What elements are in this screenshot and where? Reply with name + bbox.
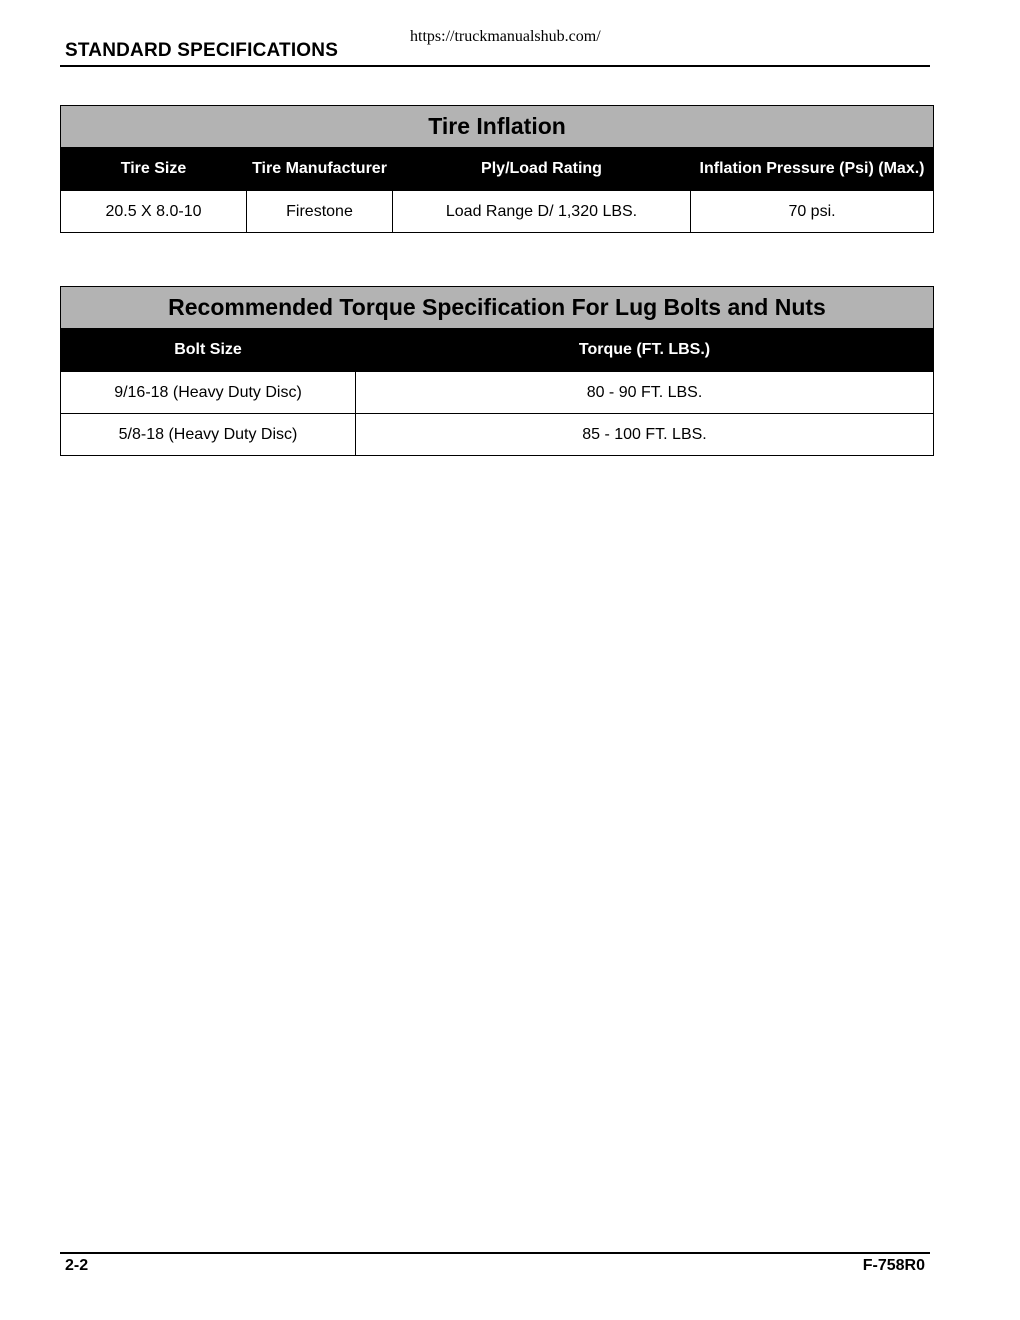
torque-cell: 85 - 100 FT. LBS. xyxy=(356,414,934,456)
table-row xyxy=(61,191,934,233)
footer-divider xyxy=(60,1252,930,1254)
source-url: https://truckmanualshub.com/ xyxy=(410,28,601,45)
tire-manufacturer-cell: Firestone xyxy=(247,191,393,233)
bolt-size-cell: 9/16-18 (Heavy Duty Disc) xyxy=(61,372,356,414)
column-header-inflation-pressure: Inflation Pressure (Psi) (Max.) xyxy=(691,148,934,191)
bolt-size-cell: 5/8-18 (Heavy Duty Disc) xyxy=(61,414,356,456)
tire-size-cell: 20.5 X 8.0-10 xyxy=(61,191,247,233)
torque-spec-title: Recommended Torque Specification For Lug Bolts and Nuts xyxy=(61,287,934,329)
column-header-torque: Torque (FT. LBS.) xyxy=(356,329,934,372)
tire-inflation-table xyxy=(60,105,934,233)
section-title: STANDARD SPECIFICATIONS xyxy=(65,40,339,61)
column-header-ply-load-rating: Ply/Load Rating xyxy=(393,148,691,191)
column-header-tire-manufacturer: Tire Manufacturer xyxy=(247,148,393,191)
torque-cell: 80 - 90 FT. LBS. xyxy=(356,372,934,414)
column-header-bolt-size: Bolt Size xyxy=(61,329,356,372)
torque-spec-table xyxy=(60,286,934,456)
tire-inflation-title: Tire Inflation xyxy=(61,106,934,148)
table-row xyxy=(61,414,934,456)
page-number: 2-2 xyxy=(65,1257,89,1274)
document-code: F-758R0 xyxy=(862,1257,925,1274)
ply-load-rating-cell: Load Range D/ 1,320 LBS. xyxy=(393,191,691,233)
inflation-pressure-cell: 70 psi. xyxy=(691,191,934,233)
header-divider xyxy=(60,65,930,67)
column-header-tire-size: Tire Size xyxy=(61,148,247,191)
table-row xyxy=(61,372,934,414)
